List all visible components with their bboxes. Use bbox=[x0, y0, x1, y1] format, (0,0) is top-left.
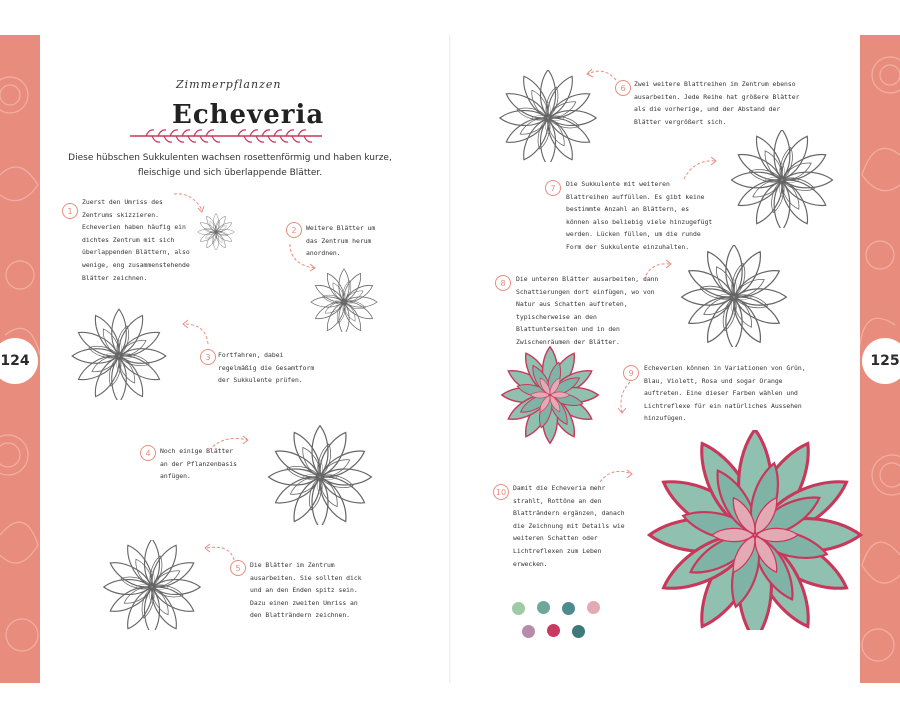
dashed-arrow-icon bbox=[612, 378, 636, 418]
color-swatch bbox=[547, 624, 560, 637]
page-number-left: 124 bbox=[0, 338, 38, 384]
page-title: Echeveria bbox=[172, 100, 325, 130]
dashed-arrow-icon bbox=[582, 64, 622, 86]
step-number-7: 7 bbox=[545, 180, 561, 196]
step-text-10: Damit die Echeveria mehr strahlt, Rottöne an den Blatträndern ergänzen, danach die Zeichnung mit Details wie weiteren Schatten oder Lichtreflexen zum Leben erwecken. bbox=[513, 484, 625, 568]
dashed-arrow-icon bbox=[640, 258, 676, 284]
step-5-sketch bbox=[92, 540, 212, 630]
dashed-arrow-icon bbox=[680, 155, 720, 183]
dashed-arrow-icon bbox=[205, 432, 253, 454]
step-number-3: 3 bbox=[200, 349, 216, 365]
step-number-9: 9 bbox=[623, 365, 639, 381]
step-number-6: 6 bbox=[615, 80, 631, 96]
dashed-arrow-icon bbox=[284, 240, 324, 275]
color-swatch bbox=[537, 601, 550, 614]
step-number-8: 8 bbox=[495, 275, 511, 291]
step-4-sketch bbox=[255, 425, 385, 525]
step-number-2: 2 bbox=[286, 222, 302, 238]
step-8-sketch bbox=[668, 245, 800, 347]
step-2-sketch bbox=[300, 268, 388, 332]
step-number-5: 5 bbox=[230, 560, 246, 576]
color-swatch bbox=[572, 625, 585, 638]
step-number-1: 1 bbox=[62, 203, 78, 219]
dashed-arrow-icon bbox=[178, 318, 218, 348]
dashed-arrow-icon bbox=[170, 190, 210, 218]
step-text-4: Noch einige Blätter an der Pflanzenbasis anfügen. bbox=[160, 447, 237, 481]
step-text-7: Die Sukkulente mit weiteren Blattreihen auffüllen. Es gibt keine bestimmte Anzahl an Blättern, es können also beliebig viele hinzugefügt werden. Lücken füllen, um die runde Form der Sukkulente einzuhalten. bbox=[566, 180, 713, 251]
step-7-sketch bbox=[718, 130, 846, 228]
color-swatch bbox=[512, 602, 525, 615]
step-text-8: Die unteren Blätter ausarbeiten, dann Schattierungen dort einfügen, wo von Natur aus Schatten auftreten, typischerweise an den Blattunterseiten und in den Zwischenräumen der Blätter. bbox=[516, 275, 659, 346]
laurel-divider-icon bbox=[126, 128, 326, 144]
step-number-10: 10 bbox=[493, 484, 509, 500]
step-3-sketch bbox=[60, 308, 178, 400]
dashed-arrow-icon bbox=[596, 462, 636, 488]
color-swatch bbox=[562, 602, 575, 615]
section-kicker: Zimmerpflanzen bbox=[176, 78, 282, 91]
step-9-color-drawing bbox=[490, 345, 610, 445]
step-text-3: Fortfahren, dabei regelmäßig die Gesamtform der Sukkulente prüfen. bbox=[218, 351, 315, 385]
step-text-1: Zuerst den Umriss des Zentrums skizzieren. Echeverien haben häufig ein dichtes Zentrum mit sich überlappenden Blättern, also wenige, eng zusammenstehende Blätter zeichnen. bbox=[82, 198, 190, 282]
step-text-9: Echeverien können in Variationen von Grün, Blau, Violett, Rosa und sogar Orange auftreten. Eine dieser Farben wählen und Lichtreflexe für ein natürliches Aussehen hinzufügen. bbox=[644, 364, 806, 423]
page-number-right: 125 bbox=[862, 338, 900, 384]
book-spine bbox=[449, 35, 451, 683]
color-swatch bbox=[522, 625, 535, 638]
intro-text: Diese hübschen Sukkulenten wachsen rosettenförmig und haben kurze, fleischige und sich überlappende Blätter. bbox=[68, 153, 392, 178]
step-text-6: Zwei weitere Blattreihen im Zentrum ebenso ausarbeiten. Jede Reihe hat größere Blätter als die vorherige, und der Abstand der Blätter vergrößert sich. bbox=[634, 80, 800, 126]
step-text-2: Weitere Blätter um das Zentrum herum anordnen. bbox=[306, 224, 376, 258]
final-echeveria-illustration bbox=[630, 430, 880, 630]
step-number-4: 4 bbox=[140, 445, 156, 461]
dashed-arrow-icon bbox=[200, 540, 240, 566]
color-swatch bbox=[587, 601, 600, 614]
step-text-5: Die Blätter im Zentrum ausarbeiten. Sie sollten dick und an den Enden spitz sein. Dazu einen zweiten Umriss an den Blatträndern zeichnen. bbox=[250, 561, 362, 620]
